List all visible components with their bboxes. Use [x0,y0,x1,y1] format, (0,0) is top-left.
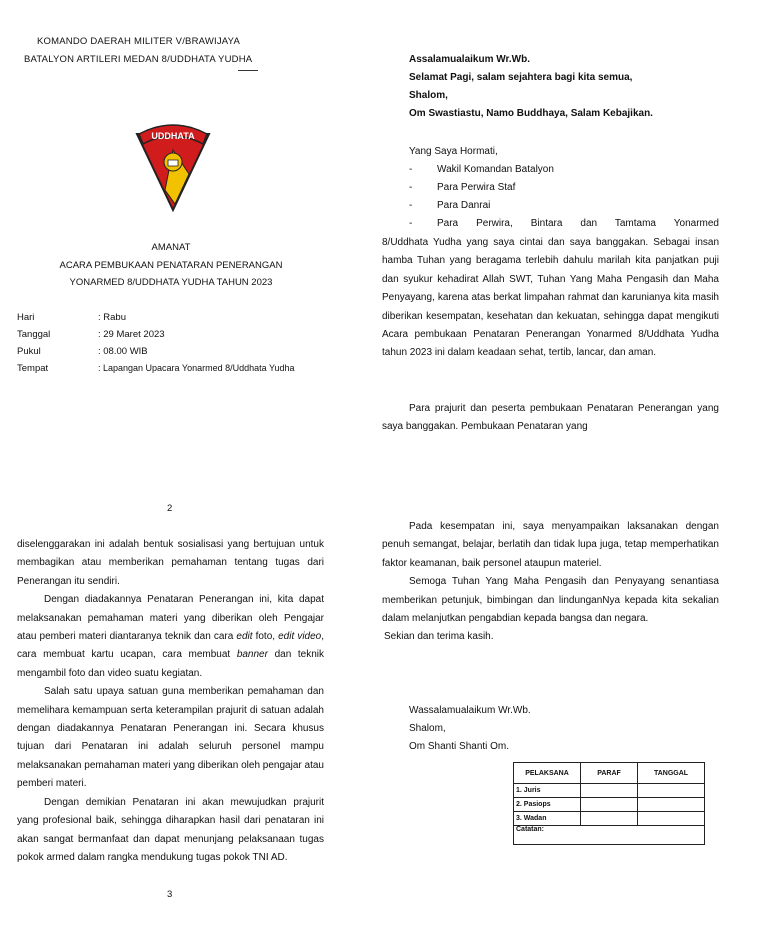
table-header: PELAKSANA [514,763,581,784]
honor-item: - Wakil Komandan Batalyon [409,164,554,175]
page-number-2: 2 [167,503,173,514]
paragraph-prayer: Semoga Tuhan Yang Maha Pengasih dan Penyayang senantiasa memberikan petunjuk, bimbingan dan lindunganNya kepada kita sekalian dalam melanjutkan pengabdian kepada bangsa dan negara. [382,576,719,625]
honor-item: - Para Perwira Staf [409,182,516,193]
paragraph-material: Dengan diadakannya Penataran Penerangan ini, kita dapat melaksanakan pemahaman materi yang diberikan oleh Pengajar atau pemberi materi diantaranya teknik dan cara edit foto, edit video, cara membuat kartu ucapan, cara membuat banner dan teknik mengambil foto dan video suatu kegiatan. [17,594,325,679]
honor-item-last: - Para Perwira, Bintara dan Tamtama Yonarmed [409,218,719,229]
table-row [514,784,705,798]
closing-islam: Wassalamualaikum Wr.Wb. [409,705,531,716]
svg-text:UDDHATA: UDDHATA [151,131,195,141]
greeting-other: Om Swastiastu, Namo Buddhaya, Salam Kebajikan. [409,108,653,119]
approval-table [513,762,705,845]
table-cell-role: 3. Wadan [514,812,581,826]
detail-label-time: Pukul [17,346,41,357]
title-unit-year: YONARMED 8/UDDHATA YUDHA TAHUN 2023 [69,277,273,288]
detail-label-day: Hari [17,312,35,323]
detail-label-date: Tanggal [17,329,51,340]
table-row [514,826,705,845]
paraf-cell[interactable] [581,798,638,812]
header-battalion: BATALYON ARTILERI MEDAN 8/UDDHATA YUDHA [24,54,253,65]
page-number-3: 3 [167,889,173,900]
paraf-cell[interactable] [581,784,638,798]
honor-intro: Yang Saya Hormati, [409,146,498,157]
detail-label-place: Tempat [17,363,49,374]
detail-value-day: : Rabu [98,312,126,323]
paragraph-effort: Salah satu upaya satuan guna memberikan pemahaman dan memelihara kemampuan serta keterampilan prajurit di satuan adalah dengan diadakannya Penataran Penerangan ini. Secara khusus tujuan dari Penataran ini adalah seluruh personel mampu melaksanakan pemahaman materi yang diberikan oleh pengajar atau pemberi materi. [17,686,324,790]
date-cell[interactable] [638,798,705,812]
right-column-body [382,518,719,647]
paraf-cell[interactable] [581,812,638,826]
header-underline [238,70,258,71]
date-cell[interactable] [638,812,705,826]
table-header: PARAF [581,763,638,784]
table-cell-role: 1. Juris [514,784,581,798]
table-note: Catatan: [514,826,705,845]
paragraph-opening: 8/Uddhata Yudha yang saya cintai dan saya banggakan. Sebagai insan hamba Tuhan yang beragama terlebih dahulu marilah kita panjatkan puji dan syukur kehadirat Allah SWT, Tuhan Yang Maha Pengasih dan Maha Penyayang, karena atas berkat limpahan rahmat dan karunianya kita masih diberikan kesempatan, kesehatan dan kekuatan, sehingga dapat mengikuti Acara pembukaan Penataran Penerangan Yonarmed 8/Uddhata Yudha tahun 2023 ini dalam keadaan sehat, tertib, lancar, dan aman. [382,237,719,359]
paragraph-purpose: diselenggarakan ini adalah bentuk sosialisasi yang bertujuan untuk membagikan atau memberikan pemahaman tentang tugas dari Penerangan itu sendiri. [17,539,324,587]
closing-hindu: Om Shanti Shanti Om. [409,741,510,752]
paragraph-participants: Para prajurit dan peserta pembukaan Penataran Penerangan yang saya banggakan. Pembukaan Penataran yang [382,403,719,433]
greeting-shalom: Shalom, [409,90,448,101]
table-row [514,798,705,812]
greeting-islam: Assalamualaikum Wr.Wb. [409,54,530,65]
detail-value-date: : 29 Maret 2023 [98,329,165,340]
table-header: TANGGAL [638,763,705,784]
battalion-emblem [133,120,213,210]
paragraph-instruction: Pada kesempatan ini, saya menyampaikan laksanakan dengan penuh semangat, belajar, berlatih dan tidak lupa juga, tetap memperhatikan faktor keamanan, baik personel ataupun materiel. [382,521,719,569]
greeting-morning: Selamat Pagi, salam sejahtera bagi kita semua, [409,72,633,83]
closing-shalom: Shalom, [409,723,446,734]
closing-thanks: Sekian dan terima kasih. [384,631,494,643]
honor-item: - Para Danrai [409,200,491,211]
detail-value-time: : 08.00 WIB [98,346,148,357]
table-row [514,812,705,826]
date-cell[interactable] [638,784,705,798]
header-command: KOMANDO DAERAH MILITER V/BRAWIJAYA [37,36,240,47]
detail-value-place: : Lapangan Upacara Yonarmed 8/Uddhata Yudha [98,363,295,373]
paragraph-conclusion: Dengan demikian Penataran ini akan mewujudkan prajurit yang profesional baik, sehingga diharapkan hasil dari penataran ini akan sangat bermanfaat dan dapat menunjang pelaksanaan tugas pokok armed dalam rangka mendukung tugas pokok TNI AD. [17,796,324,863]
left-column-body [17,536,324,867]
title-event: ACARA PEMBUKAAN PENATARAN PENERANGAN [59,260,283,271]
table-cell-role: 2. Pasiops [514,798,581,812]
title-amanat: AMANAT [151,242,191,253]
